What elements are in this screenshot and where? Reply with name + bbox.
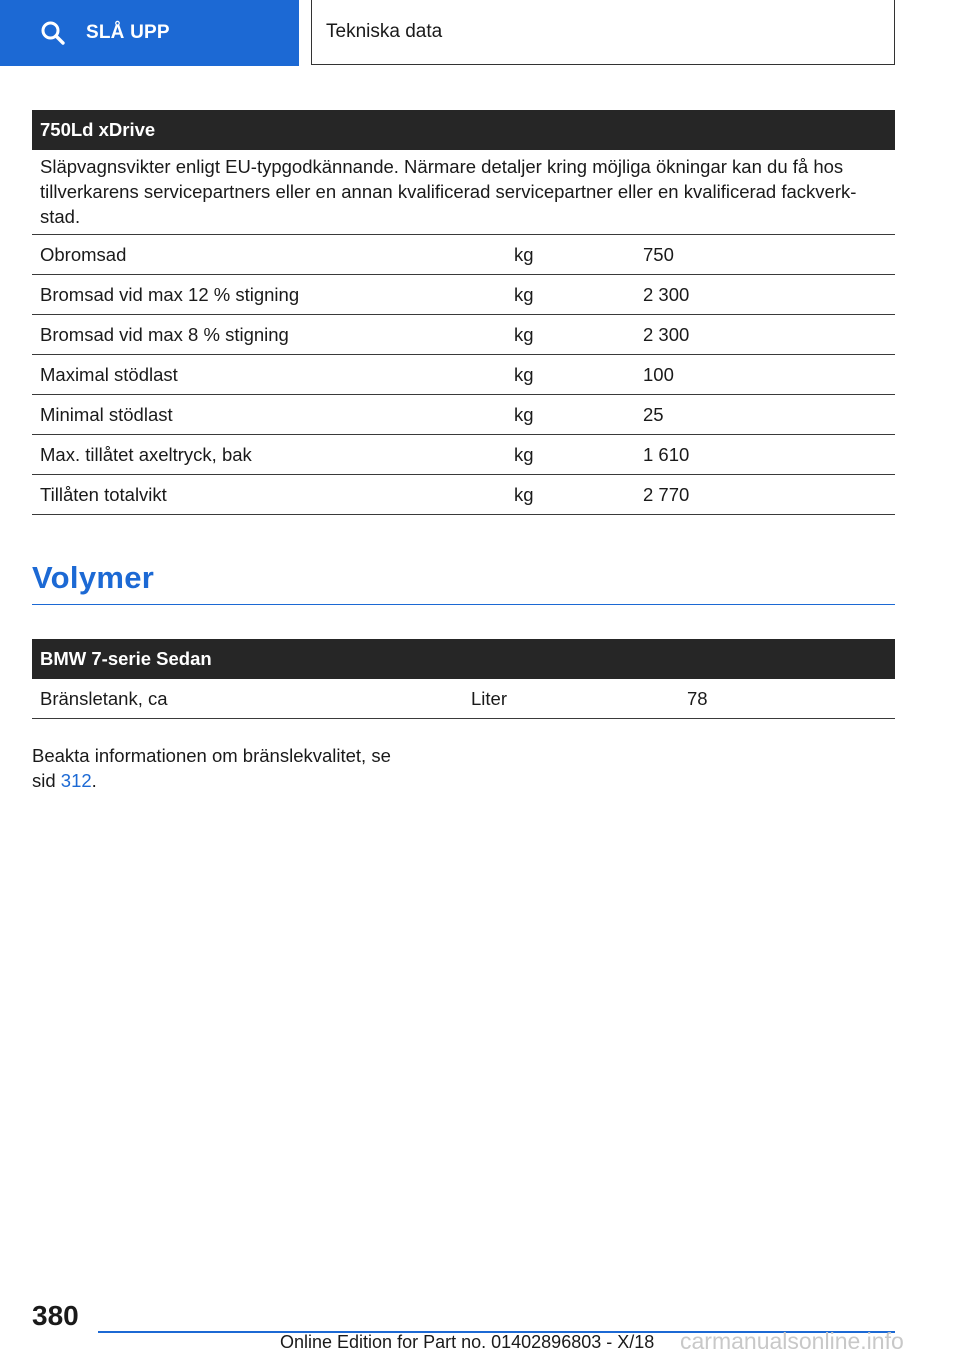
cell-unit: kg bbox=[506, 315, 635, 355]
section-title: Tekniska data bbox=[311, 0, 895, 65]
table-title: 750Ld xDrive bbox=[32, 110, 895, 150]
edition-footer: Online Edition for Part no. 01402896803 - X/18 bbox=[280, 1332, 655, 1352]
cell-unit: kg bbox=[506, 395, 635, 435]
table-note: Släpvagnsvikter enligt EU-typgodkännande. Närmare detaljer kring möjliga ökningar kan du få hos tillverkarens servicepartners eller en annan kvalificerad servicepartner eller en kvalificerad fackverkstad. bbox=[32, 150, 895, 235]
search-button[interactable] bbox=[0, 0, 299, 66]
cell-label: Max. tillåtet axeltryck, bak bbox=[32, 435, 506, 475]
cell-unit: kg bbox=[506, 275, 635, 315]
volumes-table bbox=[32, 639, 895, 719]
table-row bbox=[32, 475, 895, 515]
cell-label: Bränsletank, ca bbox=[32, 679, 463, 719]
table-row bbox=[32, 235, 895, 275]
table-title: BMW 7-serie Sedan bbox=[32, 639, 895, 679]
cell-label: Bromsad vid max 12 % stigning bbox=[32, 275, 506, 315]
table-row bbox=[32, 435, 895, 475]
cell-label: Tillåten totalvikt bbox=[32, 475, 506, 515]
cell-unit: kg bbox=[506, 235, 635, 275]
page-link[interactable]: 312 bbox=[60, 770, 92, 791]
page-number: 380 bbox=[32, 1300, 79, 1331]
cell-unit: kg bbox=[506, 435, 635, 475]
trailer-table bbox=[32, 110, 895, 515]
cell-value: 2 300 bbox=[635, 275, 895, 315]
top-bar bbox=[0, 0, 960, 66]
volumes-section bbox=[32, 639, 895, 719]
cell-value: 78 bbox=[679, 679, 895, 719]
search-icon bbox=[40, 20, 66, 46]
fuel-quality-note bbox=[32, 743, 412, 793]
cell-label: Obromsad bbox=[32, 235, 506, 275]
cell-value: 25 bbox=[635, 395, 895, 435]
cell-value: 2 770 bbox=[635, 475, 895, 515]
watermark: carmanualsonline.info bbox=[680, 1328, 904, 1354]
note-text: Beakta informationen om bränslekvalitet, se sid bbox=[32, 745, 391, 791]
cell-unit: kg bbox=[506, 355, 635, 395]
table-row bbox=[32, 395, 895, 435]
table-row bbox=[32, 315, 895, 355]
table-row bbox=[32, 679, 895, 719]
cell-label: Bromsad vid max 8 % stigning bbox=[32, 315, 506, 355]
note-end: . bbox=[91, 770, 97, 791]
cell-label: Minimal stödlast bbox=[32, 395, 506, 435]
table-row bbox=[32, 355, 895, 395]
trailer-weights bbox=[32, 110, 895, 515]
cell-value: 1 610 bbox=[635, 435, 895, 475]
table-row bbox=[32, 275, 895, 315]
cell-unit: Liter bbox=[463, 679, 679, 719]
search-button-label: SLÅ UPP bbox=[86, 22, 170, 43]
cell-value: 100 bbox=[635, 355, 895, 395]
cell-label: Maximal stödlast bbox=[32, 355, 506, 395]
volumes-heading: Volymer bbox=[32, 560, 895, 605]
cell-value: 750 bbox=[635, 235, 895, 275]
cell-unit: kg bbox=[506, 475, 635, 515]
cell-value: 2 300 bbox=[635, 315, 895, 355]
